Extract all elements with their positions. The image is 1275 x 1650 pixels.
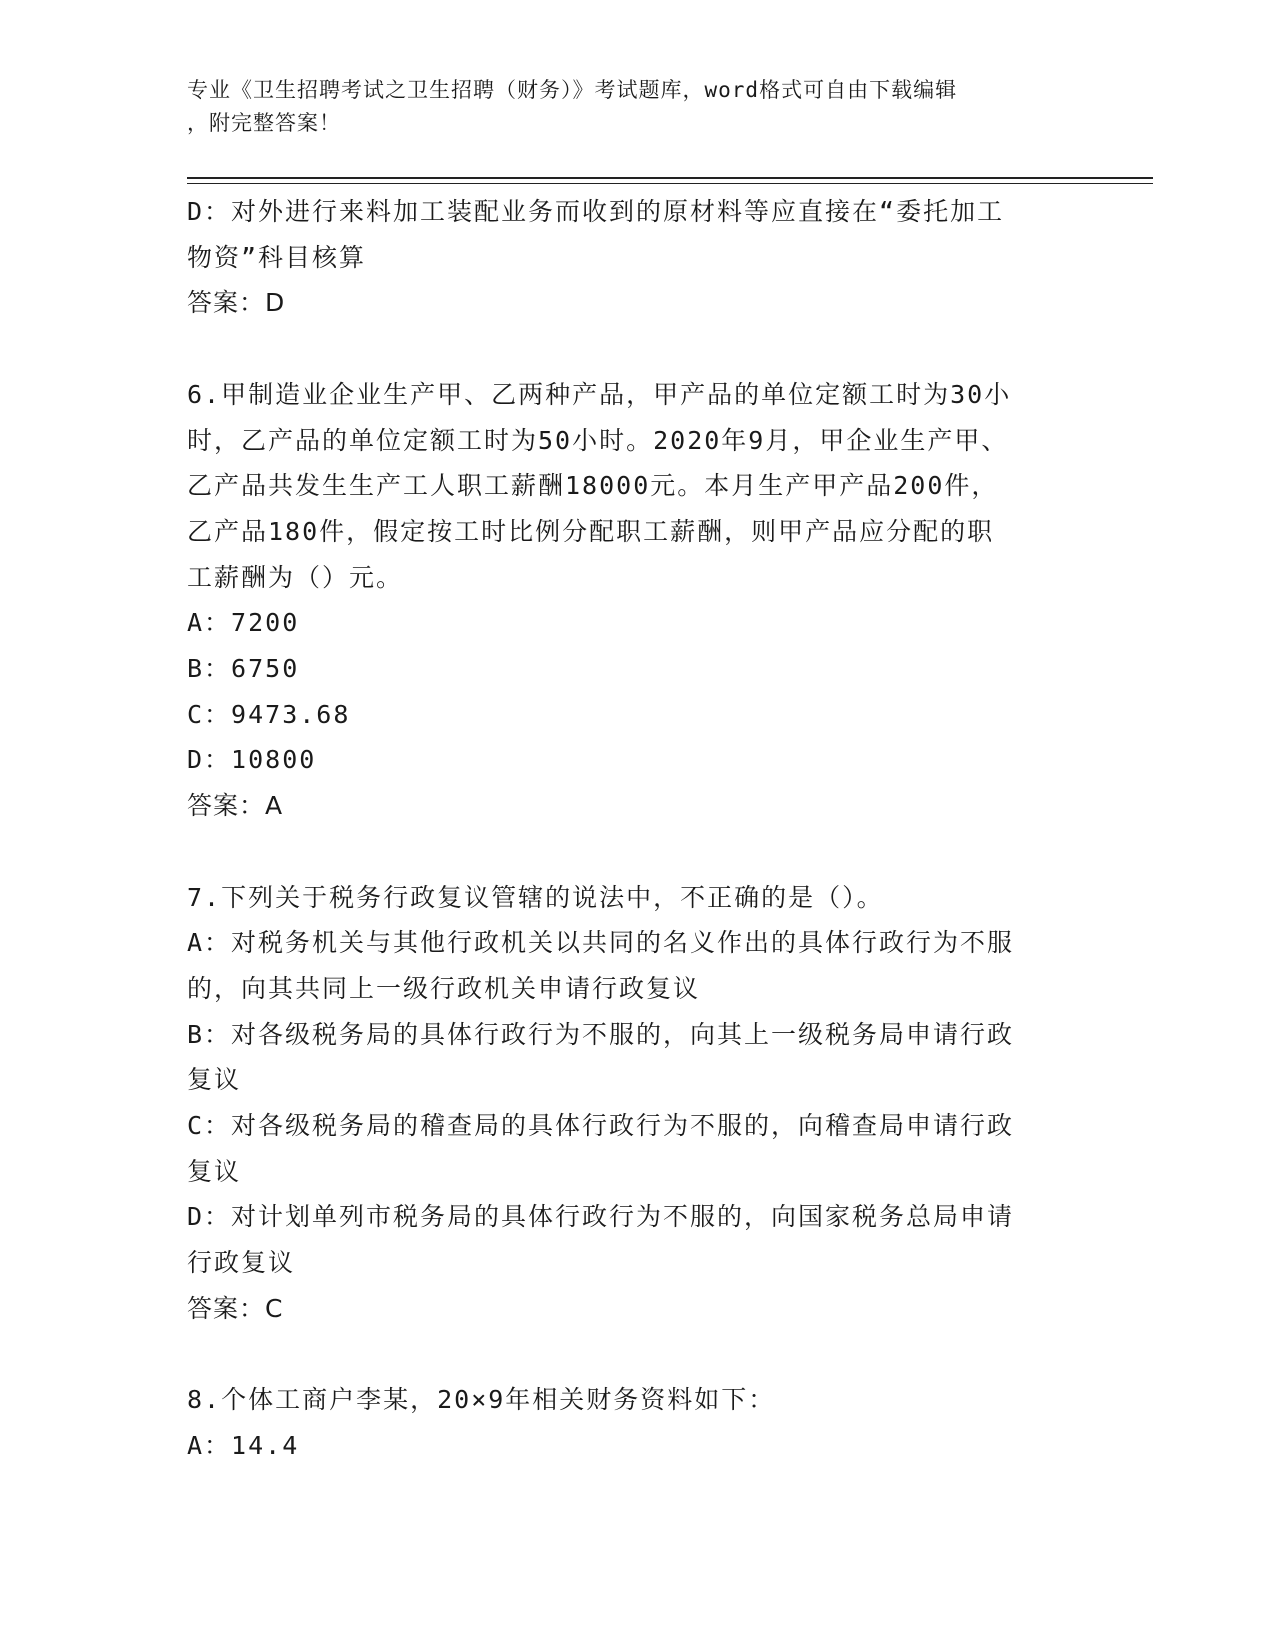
question-6 [187,372,1067,829]
option-d-line-1: D：对计划单列市税务局的具体行政行为不服的，向国家税务总局申请 [187,1202,1015,1232]
header-line-1: 专业《卫生招聘考试之卫生招聘（财务）》考试题库，word格式可自由下载编辑 [187,78,958,102]
option-d: D：10800 [187,745,317,775]
option-c-line-1: C：对各级税务局的稽查局的具体行政行为不服的，向稽查局申请行政 [187,1111,1015,1141]
question-7 [187,875,1067,1332]
option-a-line-2: 的，向其共同上一级行政机关申请行政复议 [187,973,701,1003]
question-5-tail [187,189,1067,326]
header-divider-thin [187,183,1153,184]
question-stem: 8.个体工商户李某，20×9年相关财务资料如下： [187,1385,776,1415]
spacer [187,1332,1067,1378]
spacer [187,829,1067,875]
option-d-line-1: D：对外进行来料加工装配业务而收到的原材料等应直接在“委托加工 [187,197,1005,226]
header-line-2: ，附完整答案！ [187,111,341,135]
answer-label: 答案：A [187,791,284,821]
spacer [187,326,1067,372]
option-d-line-2: 行政复议 [187,1248,296,1278]
option-c: C：9473.68 [187,699,351,729]
document-body [187,189,1067,1469]
answer-label: 答案：D [187,288,286,318]
question-stem: 7.下列关于税务行政复议管辖的说法中，不正确的是（）。 [187,882,884,912]
option-d-line-2: 物资”科目核算 [187,242,367,272]
question-stem-line: 乙产品180件，假定按工时比例分配职工薪酬，则甲产品应分配的职 [187,516,995,546]
question-stem-line: 工薪酬为（）元。 [187,562,404,592]
question-stem-line: 乙产品共发生生产工人职工薪酬18000元。本月生产甲产品200件， [187,471,999,501]
header-divider-thick [187,177,1153,179]
question-stem-line: 时，乙产品的单位定额工时为50小时。2020年9月，甲企业生产甲、 [187,425,1009,455]
document-header [187,74,1067,140]
option-c-line-2: 复议 [187,1156,242,1186]
question-stem-line: 6.甲制造业企业生产甲、乙两种产品，甲产品的单位定额工时为30小 [187,379,1012,409]
option-a: A：14.4 [187,1430,300,1460]
answer-label: 答案：C [187,1293,284,1323]
option-b: B：6750 [187,654,300,684]
option-b-line-2: 复议 [187,1065,242,1095]
option-b-line-1: B：对各级税务局的具体行政行为不服的，向其上一级税务局申请行政 [187,1019,1015,1049]
question-8 [187,1377,1067,1468]
option-a-line-1: A：对税务机关与其他行政机关以共同的名义作出的具体行政行为不服 [187,928,1015,958]
option-a: A：7200 [187,608,300,638]
